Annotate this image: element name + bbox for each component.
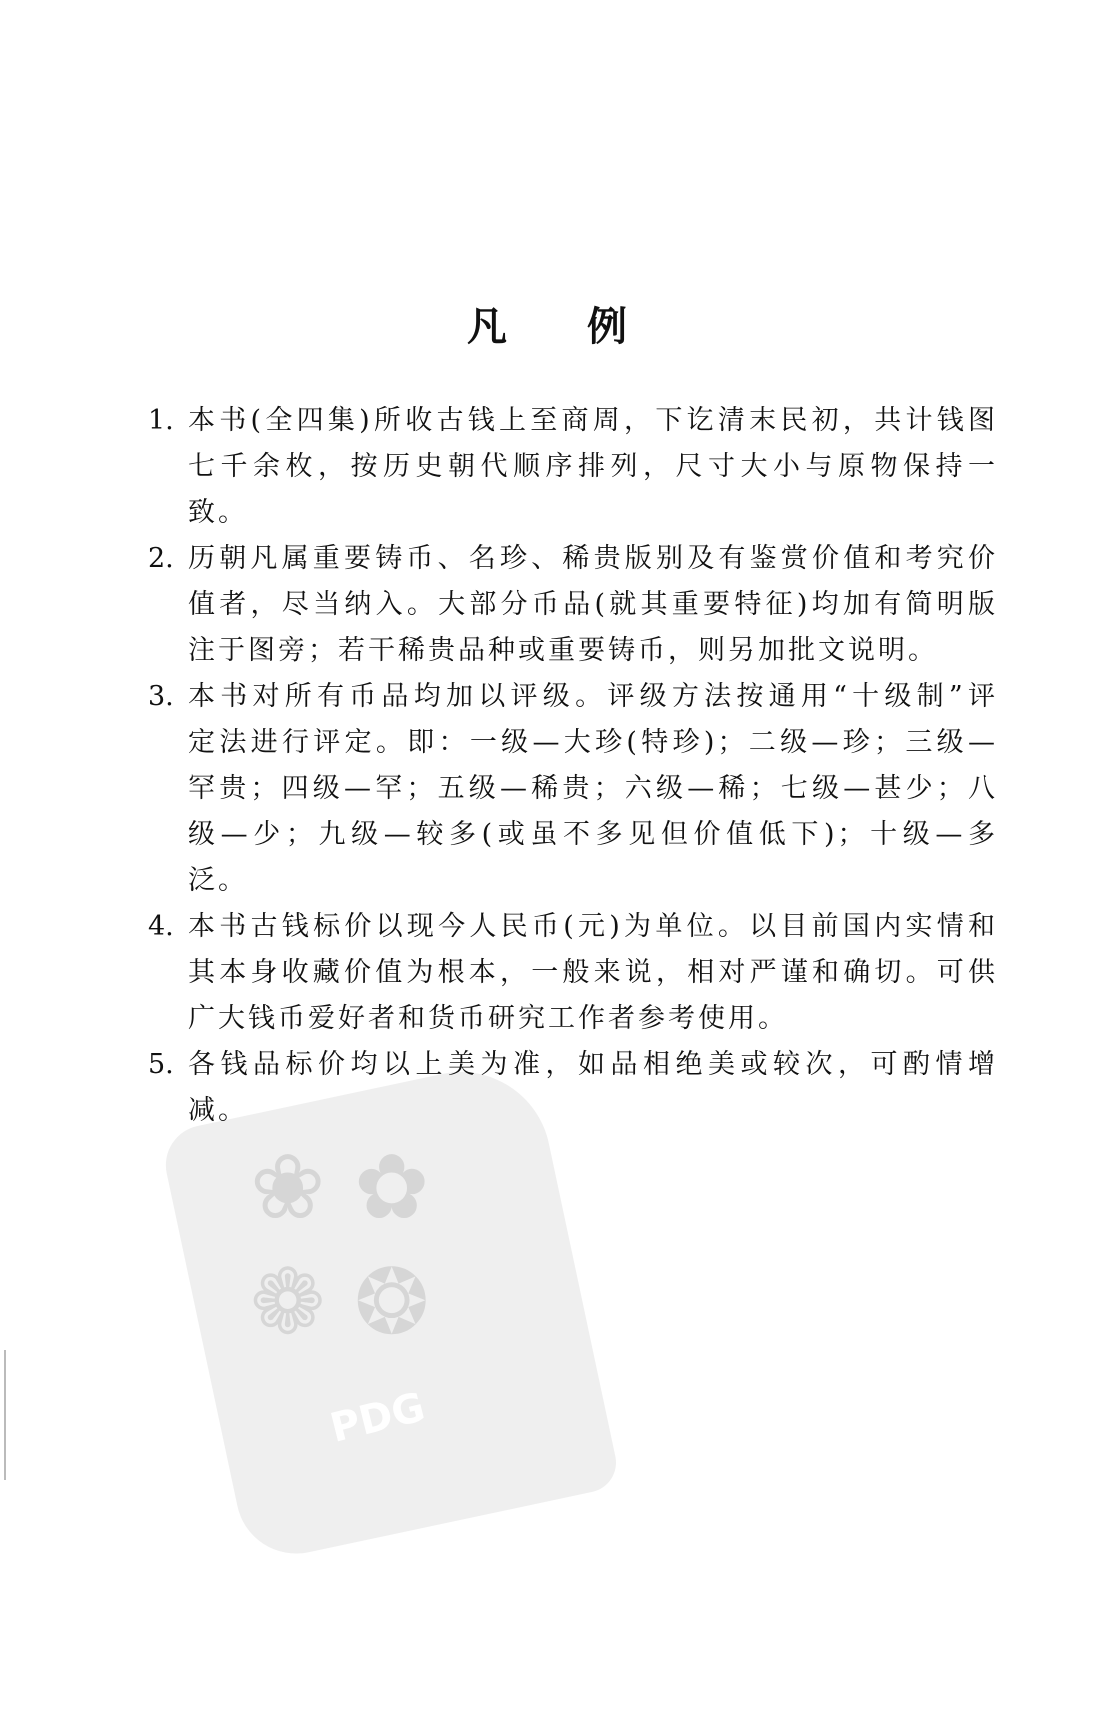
item-number: 5. (148, 1049, 174, 1080)
item-text-line: 其本身收藏价值为根本，一般来说，相对严谨和确切。可供 (188, 957, 998, 988)
item-text-line: 泛。 (188, 865, 248, 896)
list-item (148, 674, 998, 904)
list-item (148, 398, 998, 536)
list-item (148, 904, 998, 1042)
list-item (148, 1042, 998, 1134)
item-text-line: 各钱品标价均以上美为准，如品相绝美或较次，可酌情增 (188, 1049, 998, 1080)
item-text-line: 七千余枚，按历史朝代顺序排列，尺寸大小与原物保持一 (188, 451, 998, 482)
item-number: 2. (148, 543, 174, 574)
item-text-line: 罕贵；四级—罕；五级—稀贵；六级—稀；七级—甚少；八 (188, 773, 998, 804)
scan-edge-mark (4, 1350, 6, 1480)
item-text-line: 致。 (188, 497, 248, 528)
list-item (148, 536, 998, 674)
item-text-line: 级—少；九级—较多(或虽不多见但价值低下)；十级—多 (188, 819, 998, 850)
item-number: 3. (148, 681, 174, 712)
item-text-line: 值者，尽当纳入。大部分币品(就其重要特征)均加有简明版 (188, 589, 998, 620)
item-text-line: 历朝凡属重要铸币、名珍、稀贵版别及有鉴赏价值和考究价 (188, 543, 998, 574)
watermark-seal-glyphs: ❀ ✿ ❁ ❂ (250, 1135, 430, 1355)
item-text-line: 定法进行评定。即：一级—大珍(特珍)；二级—珍；三级— (188, 727, 998, 758)
watermark-label: PDG (325, 1384, 430, 1452)
item-text-line: 本书古钱标价以现今人民币(元)为单位。以目前国内实情和 (188, 911, 998, 942)
item-text-line: 广大钱币爱好者和货币研究工作者参考使用。 (188, 1003, 788, 1034)
item-number: 4. (148, 911, 174, 942)
page-title: 凡例 (467, 302, 707, 350)
item-text-line: 本书(全四集)所收古钱上至商周，下讫清末民初，共计钱图 (188, 405, 998, 436)
rules-list (148, 398, 998, 1134)
item-text-line: 本书对所有币品均加以评级。评级方法按通用“十级制”评 (188, 681, 998, 712)
item-text-line: 注于图旁；若干稀贵品种或重要铸币，则另加批文说明。 (188, 635, 938, 666)
item-text-line: 减。 (188, 1095, 248, 1126)
item-number: 1. (148, 405, 174, 436)
